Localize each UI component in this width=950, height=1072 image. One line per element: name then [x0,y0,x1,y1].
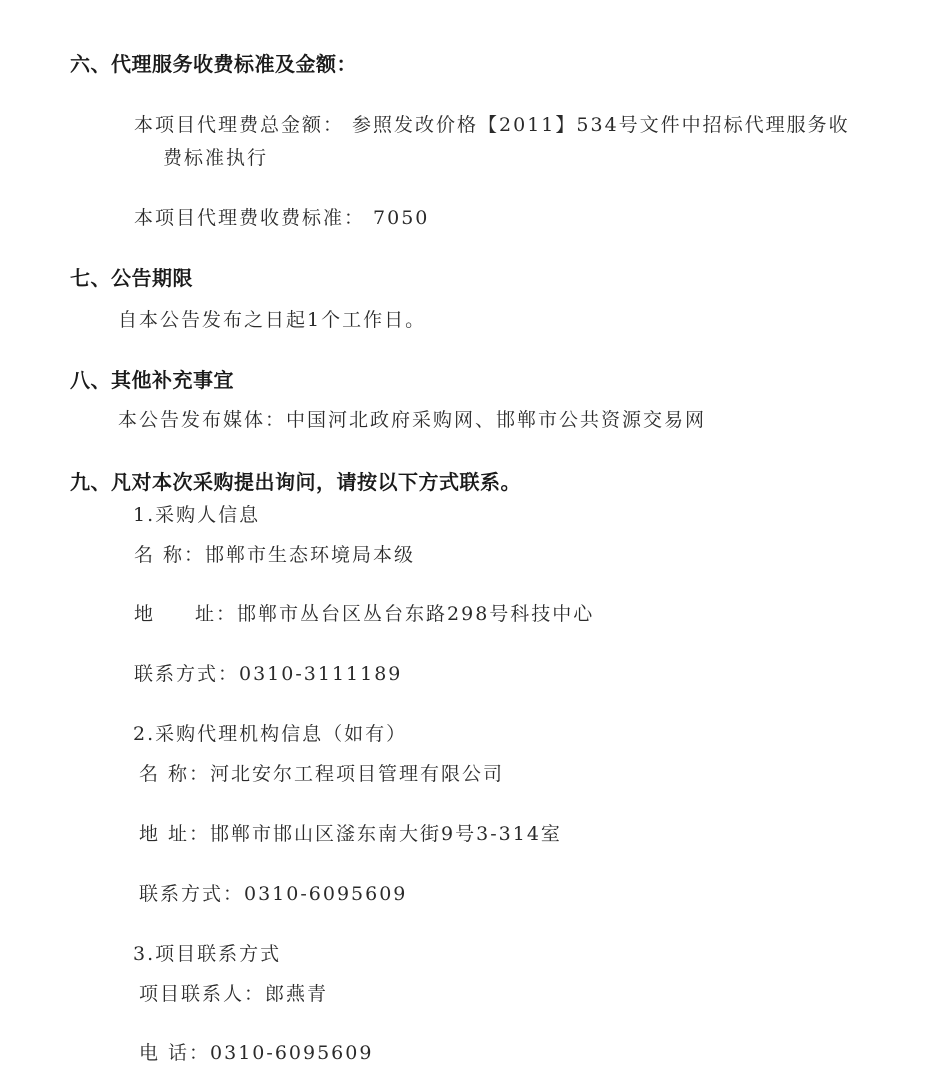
project-phone: 电 话：0310-6095609 [139,1042,374,1064]
announcement-period-text: 自本公告发布之日起1个工作日。 [118,309,427,331]
purchaser-contact: 联系方式：0310-3111189 [134,663,403,685]
agency-name: 名 称：河北安尔工程项目管理有限公司 [139,763,505,785]
media-text: 本公告发布媒体：中国河北政府采购网、邯郸市公共资源交易网 [118,409,707,431]
section-8-heading: 八、其他补充事宜 [70,368,234,392]
purchaser-address-value: 址：邯郸市丛台区丛台东路298号科技中心 [195,603,595,625]
section-9-heading: 九、凡对本次采购提出询问，请按以下方式联系。 [70,470,521,494]
project-contact-title: 3.项目联系方式 [133,943,282,965]
fee-standard: 本项目代理费收费标准： 7050 [134,207,430,229]
agency-address: 地 址：邯郸市邯山区滏东南大街9号3-314室 [139,823,562,845]
project-contact-person: 项目联系人：郎燕青 [139,983,329,1005]
purchaser-address [134,605,594,624]
total-amount-line-1: 本项目代理费总金额： 参照发改价格【2011】534号文件中招标代理服务收 [134,114,850,136]
section-6-heading: 六、代理服务收费标准及金额： [70,52,357,76]
purchaser-name: 名 称：邯郸市生态环境局本级 [134,544,416,566]
section-7-heading: 七、公告期限 [70,266,193,290]
total-amount-line-2: 费标准执行 [163,147,269,169]
purchaser-address-label: 地 [134,603,156,625]
purchaser-info-title: 1.采购人信息 [133,504,261,526]
agency-info-title: 2.采购代理机构信息（如有） [133,723,408,745]
agency-contact: 联系方式：0310-6095609 [139,883,408,905]
